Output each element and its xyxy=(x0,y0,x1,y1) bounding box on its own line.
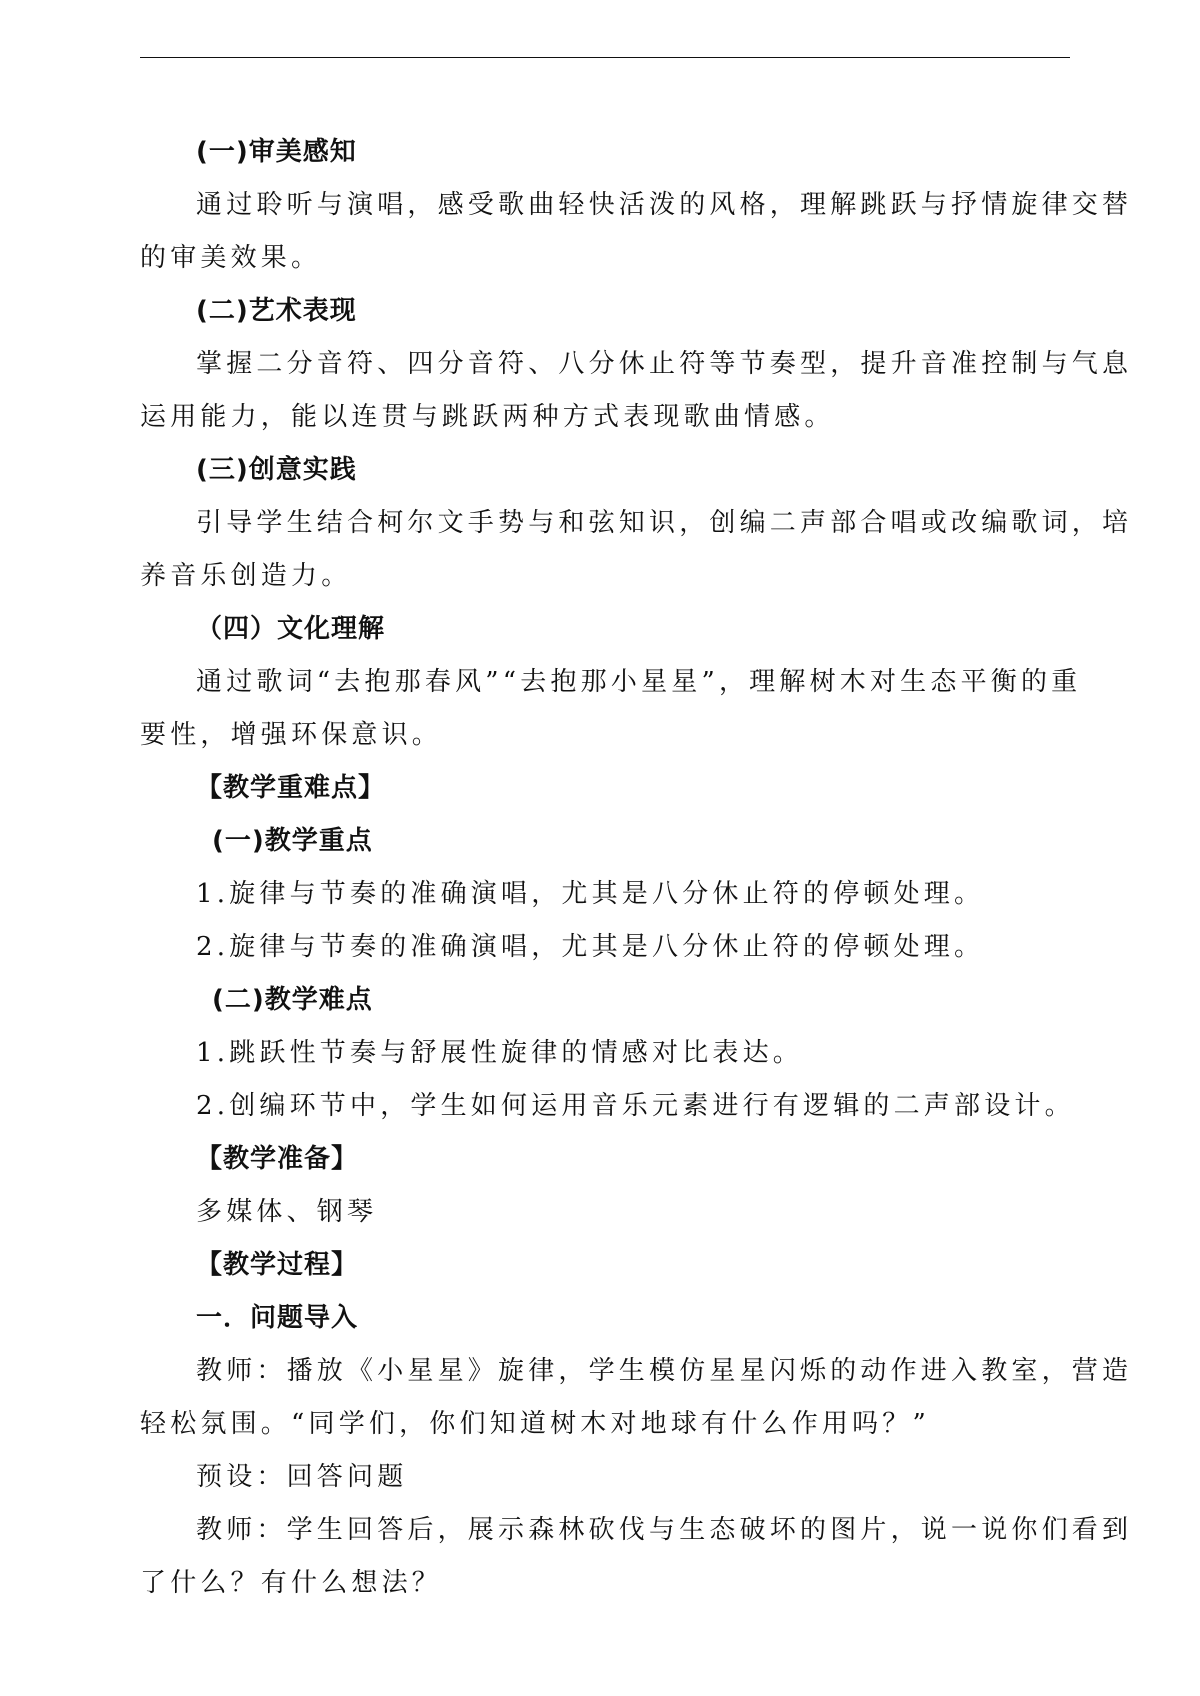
header-rule xyxy=(140,57,1070,58)
paragraph-line: 通过聆听与演唱，感受歌曲轻快活泼的风格，理解跳跃与抒情旋律交替 xyxy=(196,190,1133,220)
section-heading-aesthetic-perception: (一)审美感知 xyxy=(196,137,357,167)
paragraph-line: 教师：播放《小星星》旋律，学生模仿星星闪烁的动作进入教室，营造 xyxy=(196,1356,1133,1386)
paragraph-line: 的审美效果。 xyxy=(140,243,322,273)
list-item: 2.创编环节中，学生如何运用音乐元素进行有逻辑的二声部设计。 xyxy=(196,1091,1075,1121)
section-heading-teaching-process: 【教学过程】 xyxy=(196,1250,359,1280)
paragraph-line: 要性，增强环保意识。 xyxy=(140,720,443,750)
document-body xyxy=(140,126,1133,1610)
subheading-key-points: (一)教学重点 xyxy=(212,826,373,856)
list-item: 1.旋律与节奏的准确演唱，尤其是八分休止符的停顿处理。 xyxy=(196,879,985,909)
list-item: 2.旋律与节奏的准确演唱，尤其是八分休止符的停顿处理。 xyxy=(196,932,985,962)
paragraph-line: 教师：学生回答后，展示森林砍伐与生态破坏的图片，说一说你们看到 xyxy=(196,1515,1133,1545)
paragraph-line: 预设：回答问题 xyxy=(196,1462,408,1492)
paragraph-line: 了什么？有什么想法？ xyxy=(140,1568,443,1598)
subheading-question-introduction: 一．问题导入 xyxy=(196,1303,359,1333)
section-heading-cultural-understanding: （四）文化理解 xyxy=(196,614,386,644)
subheading-difficult-points: (二)教学难点 xyxy=(212,985,373,1015)
section-heading-artistic-expression: (二)艺术表现 xyxy=(196,296,357,326)
paragraph-line: 养音乐创造力。 xyxy=(140,561,352,591)
list-item: 1.跳跃性节奏与舒展性旋律的情感对比表达。 xyxy=(196,1038,804,1068)
paragraph-line: 轻松氛围。“同学们，你们知道树木对地球有什么作用吗？” xyxy=(140,1409,930,1439)
paragraph-line: 引导学生结合柯尔文手势与和弦知识，创编二声部合唱或改编歌词，培 xyxy=(196,508,1133,538)
paragraph-line: 运用能力，能以连贯与跳跃两种方式表现歌曲情感。 xyxy=(140,402,835,432)
paragraph-line: 多媒体、钢琴 xyxy=(196,1197,378,1227)
section-heading-teaching-preparation: 【教学准备】 xyxy=(196,1144,359,1174)
section-heading-creative-practice: (三)创意实践 xyxy=(196,455,357,485)
paragraph-line: 通过歌词“去抱那春风”“去抱那小星星”，理解树木对生态平衡的重 xyxy=(196,667,1082,697)
section-heading-key-difficult-points: 【教学重难点】 xyxy=(196,773,386,803)
paragraph-line: 掌握二分音符、四分音符、八分休止符等节奏型，提升音准控制与气息 xyxy=(196,349,1133,379)
